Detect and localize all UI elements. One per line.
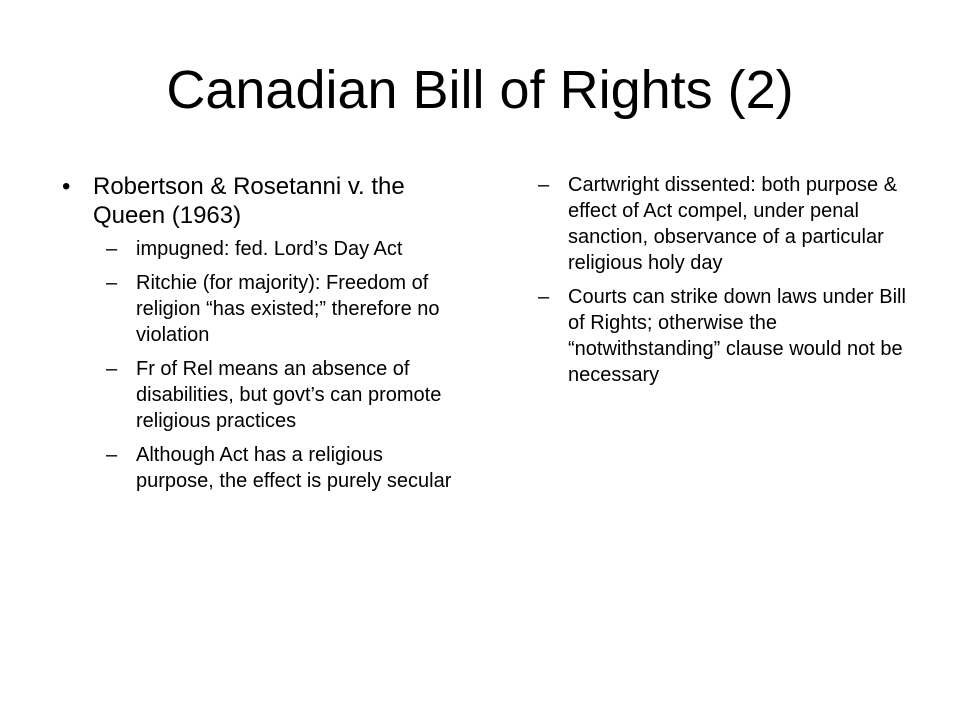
case-title: Robertson & Rosetanni v. the Queen (1963) bbox=[93, 173, 405, 229]
right-column bbox=[538, 172, 908, 396]
dash-marker: – bbox=[106, 238, 118, 260]
sub-bullet-impugned bbox=[62, 236, 462, 262]
sub-bullet-courts bbox=[538, 284, 908, 388]
sub-bullet-purpose-effect bbox=[62, 442, 462, 494]
sub-bullet-text: Courts can strike down laws under Bill of Rights; otherwise the “notwithstanding” clause would not be necessary bbox=[568, 286, 906, 386]
dash-marker: – bbox=[538, 174, 550, 196]
sub-bullet-freedom-of-religion bbox=[62, 356, 462, 434]
sub-bullet-text: Although Act has a religious purpose, the effect is purely secular bbox=[136, 444, 452, 492]
case-bullet bbox=[62, 172, 462, 230]
sub-bullet-majority bbox=[62, 270, 462, 348]
sub-bullet-text: Fr of Rel means an absence of disabilities, but govt’s can promote religious practices bbox=[136, 358, 442, 432]
slide-title: Canadian Bill of Rights (2) bbox=[166, 60, 794, 120]
bullet-marker: • bbox=[62, 173, 71, 200]
sub-bullet-text: impugned: fed. Lord’s Day Act bbox=[136, 238, 403, 260]
dash-marker: – bbox=[106, 358, 118, 380]
sub-bullet-dissent bbox=[538, 172, 908, 276]
sub-bullet-text: Ritchie (for majority): Freedom of religion “has existed;” therefore no violation bbox=[136, 272, 440, 346]
dash-marker: – bbox=[538, 286, 550, 308]
dash-marker: – bbox=[106, 444, 118, 466]
left-column bbox=[62, 172, 462, 502]
sub-bullet-text: Cartwright dissented: both purpose & effect of Act compel, under penal sanction, observance of a particular religious holy day bbox=[568, 174, 898, 274]
dash-marker: – bbox=[106, 272, 118, 294]
